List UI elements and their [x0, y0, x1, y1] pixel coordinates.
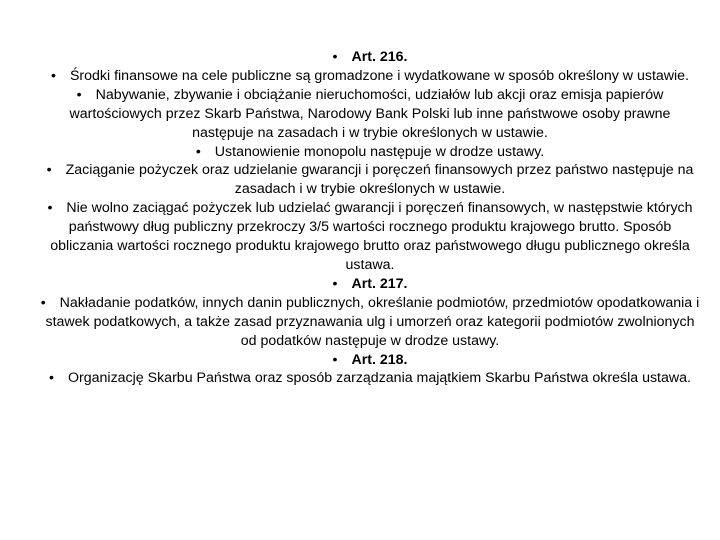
bullet-icon: • [332, 275, 338, 292]
slide-body [40, 48, 700, 388]
bullet-icon: • [332, 351, 338, 368]
bullet-icon: • [76, 86, 82, 103]
article-217-heading [40, 275, 700, 294]
article-216-heading [40, 48, 700, 67]
paragraph-taxes [40, 294, 700, 351]
paragraph-text: Zaciąganie pożyczek oraz udzielanie gwarancji i poręczeń finansowych przez państwo następuje na zasadach i w trybie określonych w ustawie. [65, 162, 694, 198]
paragraph-debt-limit [40, 199, 700, 275]
bullet-icon: • [50, 67, 56, 84]
paragraph-monopoly [40, 143, 700, 162]
paragraph-text: Nie wolno zaciągać pożyczek lub udzielać gwarancji i poręczeń finansowych, w następstwie których państwowy dług publiczny przekroczy 3/5 wartości rocznego produktu krajowego brutto. Sposób obliczania wartości rocznego produktu krajowego brutto oraz państwowego długu publicznego określa ustawa. [50, 200, 693, 273]
paragraph-property-acquisition [40, 86, 700, 143]
bullet-icon: • [195, 143, 201, 160]
paragraph-text: Nabywanie, zbywanie i obciążanie nieruchomości, udziałów lub akcji oraz emisja papierów wartościowych przez Skarb Państwa, Narodowy Bank Polski lub inne państwowe osoby prawne następuje na zasadach i w trybie określonych w ustawie. [69, 86, 671, 141]
paragraph-text: Ustanowienie monopolu następuje w drodze ustawy. [214, 143, 545, 160]
paragraph-loans [40, 161, 700, 199]
paragraph-text: Nakładanie podatków, innych danin publicznych, określanie podmiotów, przedmiotów opodatkowania i stawek podatkowych, a także zasad przyznawania ulg i umorzeń oraz kategorii podmiotów zwolnionych od podatków następuje w drodze ustawy. [45, 294, 700, 349]
paragraph-text: Środki finansowe na cele publiczne są gromadzone i wydatkowane w sposób określony w ustawie. [69, 67, 690, 84]
paragraph-text: Organizację Skarbu Państwa oraz sposób zarządzania majątkiem Skarbu Państwa określa ustawa. [67, 370, 691, 387]
bullet-icon: • [332, 49, 338, 65]
bullet-icon: • [40, 294, 46, 311]
article-heading-text: Art. 216. [351, 49, 408, 65]
article-heading-text: Art. 218. [351, 351, 408, 368]
bullet-icon: • [47, 200, 53, 217]
bullet-icon: • [46, 162, 52, 179]
article-218-heading [40, 351, 700, 370]
article-heading-text: Art. 217. [351, 275, 408, 292]
paragraph-public-funds [40, 67, 700, 86]
bullet-icon: • [49, 370, 54, 387]
paragraph-treasury [40, 369, 700, 388]
